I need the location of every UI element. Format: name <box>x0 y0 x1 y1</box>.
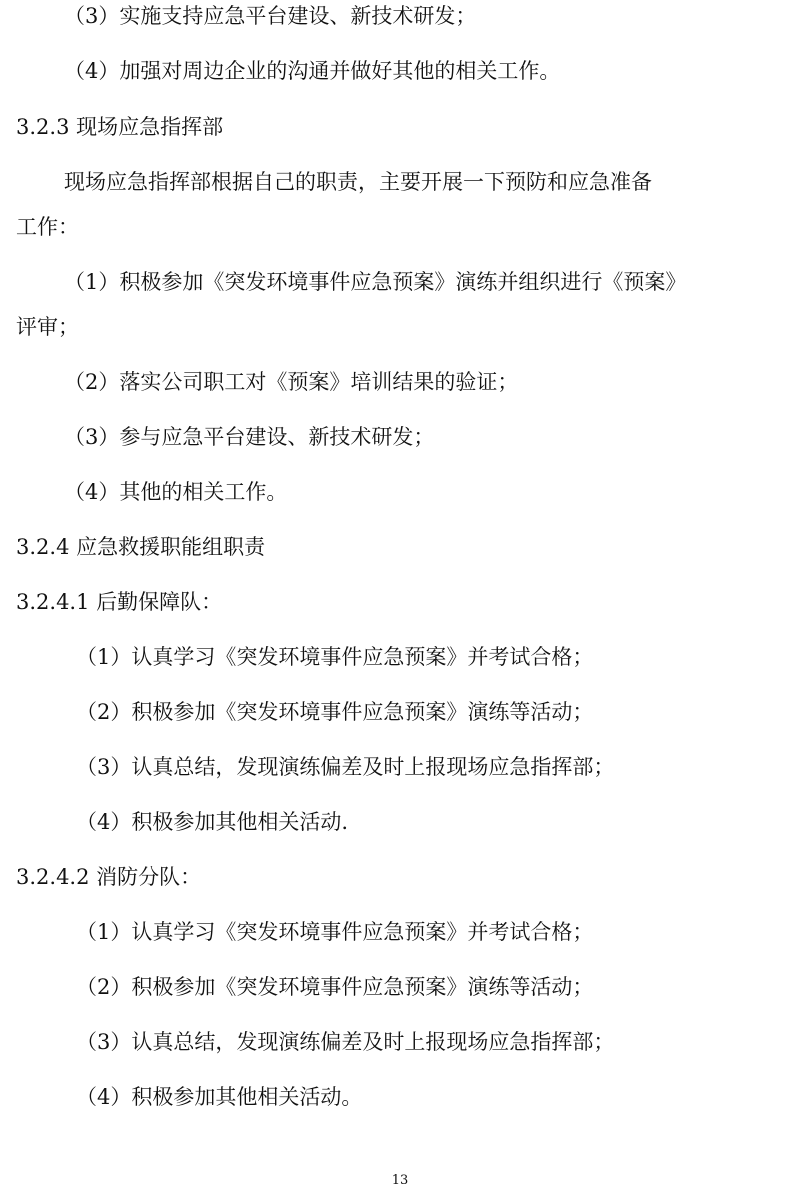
list-item: （3）参与应急平台建设、新技术研发； <box>64 425 435 449</box>
list-item: （4）加强对周边企业的沟通并做好其他的相关工作。 <box>64 59 561 83</box>
list-item: （2）积极参加《突发环境事件应急预案》演练等活动； <box>76 975 594 999</box>
list-item: （1）积极参加《突发环境事件应急预案》演练并组织进行《预案》 <box>64 270 687 294</box>
paragraph-text: 现场应急指挥部根据自己的职责，主要开展一下预防和应急准备 <box>64 170 652 194</box>
list-item: （4）积极参加其他相关活动. <box>76 810 349 834</box>
paragraph-text: 工作： <box>16 215 79 239</box>
page-number: 13 <box>391 1173 409 1188</box>
subsection-heading: 3.2.4.1 后勤保障队： <box>16 590 223 614</box>
list-item: （2）积极参加《突发环境事件应急预案》演练等活动； <box>76 700 594 724</box>
list-item: （4）积极参加其他相关活动。 <box>76 1085 363 1109</box>
section-heading: 3.2.3 现场应急指挥部 <box>16 115 224 139</box>
subsection-heading: 3.2.4.2 消防分队： <box>16 865 202 889</box>
list-item: （3）实施支持应急平台建设、新技术研发； <box>64 4 477 28</box>
list-item: （2）落实公司职工对《预案》培训结果的验证； <box>64 370 519 394</box>
list-item-continuation: 评审； <box>16 315 79 339</box>
list-item: （4）其他的相关工作。 <box>64 480 288 504</box>
list-item: （3）认真总结，发现演练偏差及时上报现场应急指挥部； <box>76 755 615 779</box>
list-item: （1）认真学习《突发环境事件应急预案》并考试合格； <box>76 645 594 669</box>
list-item: （3）认真总结，发现演练偏差及时上报现场应急指挥部； <box>76 1030 615 1054</box>
list-item: （1）认真学习《突发环境事件应急预案》并考试合格； <box>76 920 594 944</box>
section-heading: 3.2.4 应急救援职能组职责 <box>16 535 266 559</box>
